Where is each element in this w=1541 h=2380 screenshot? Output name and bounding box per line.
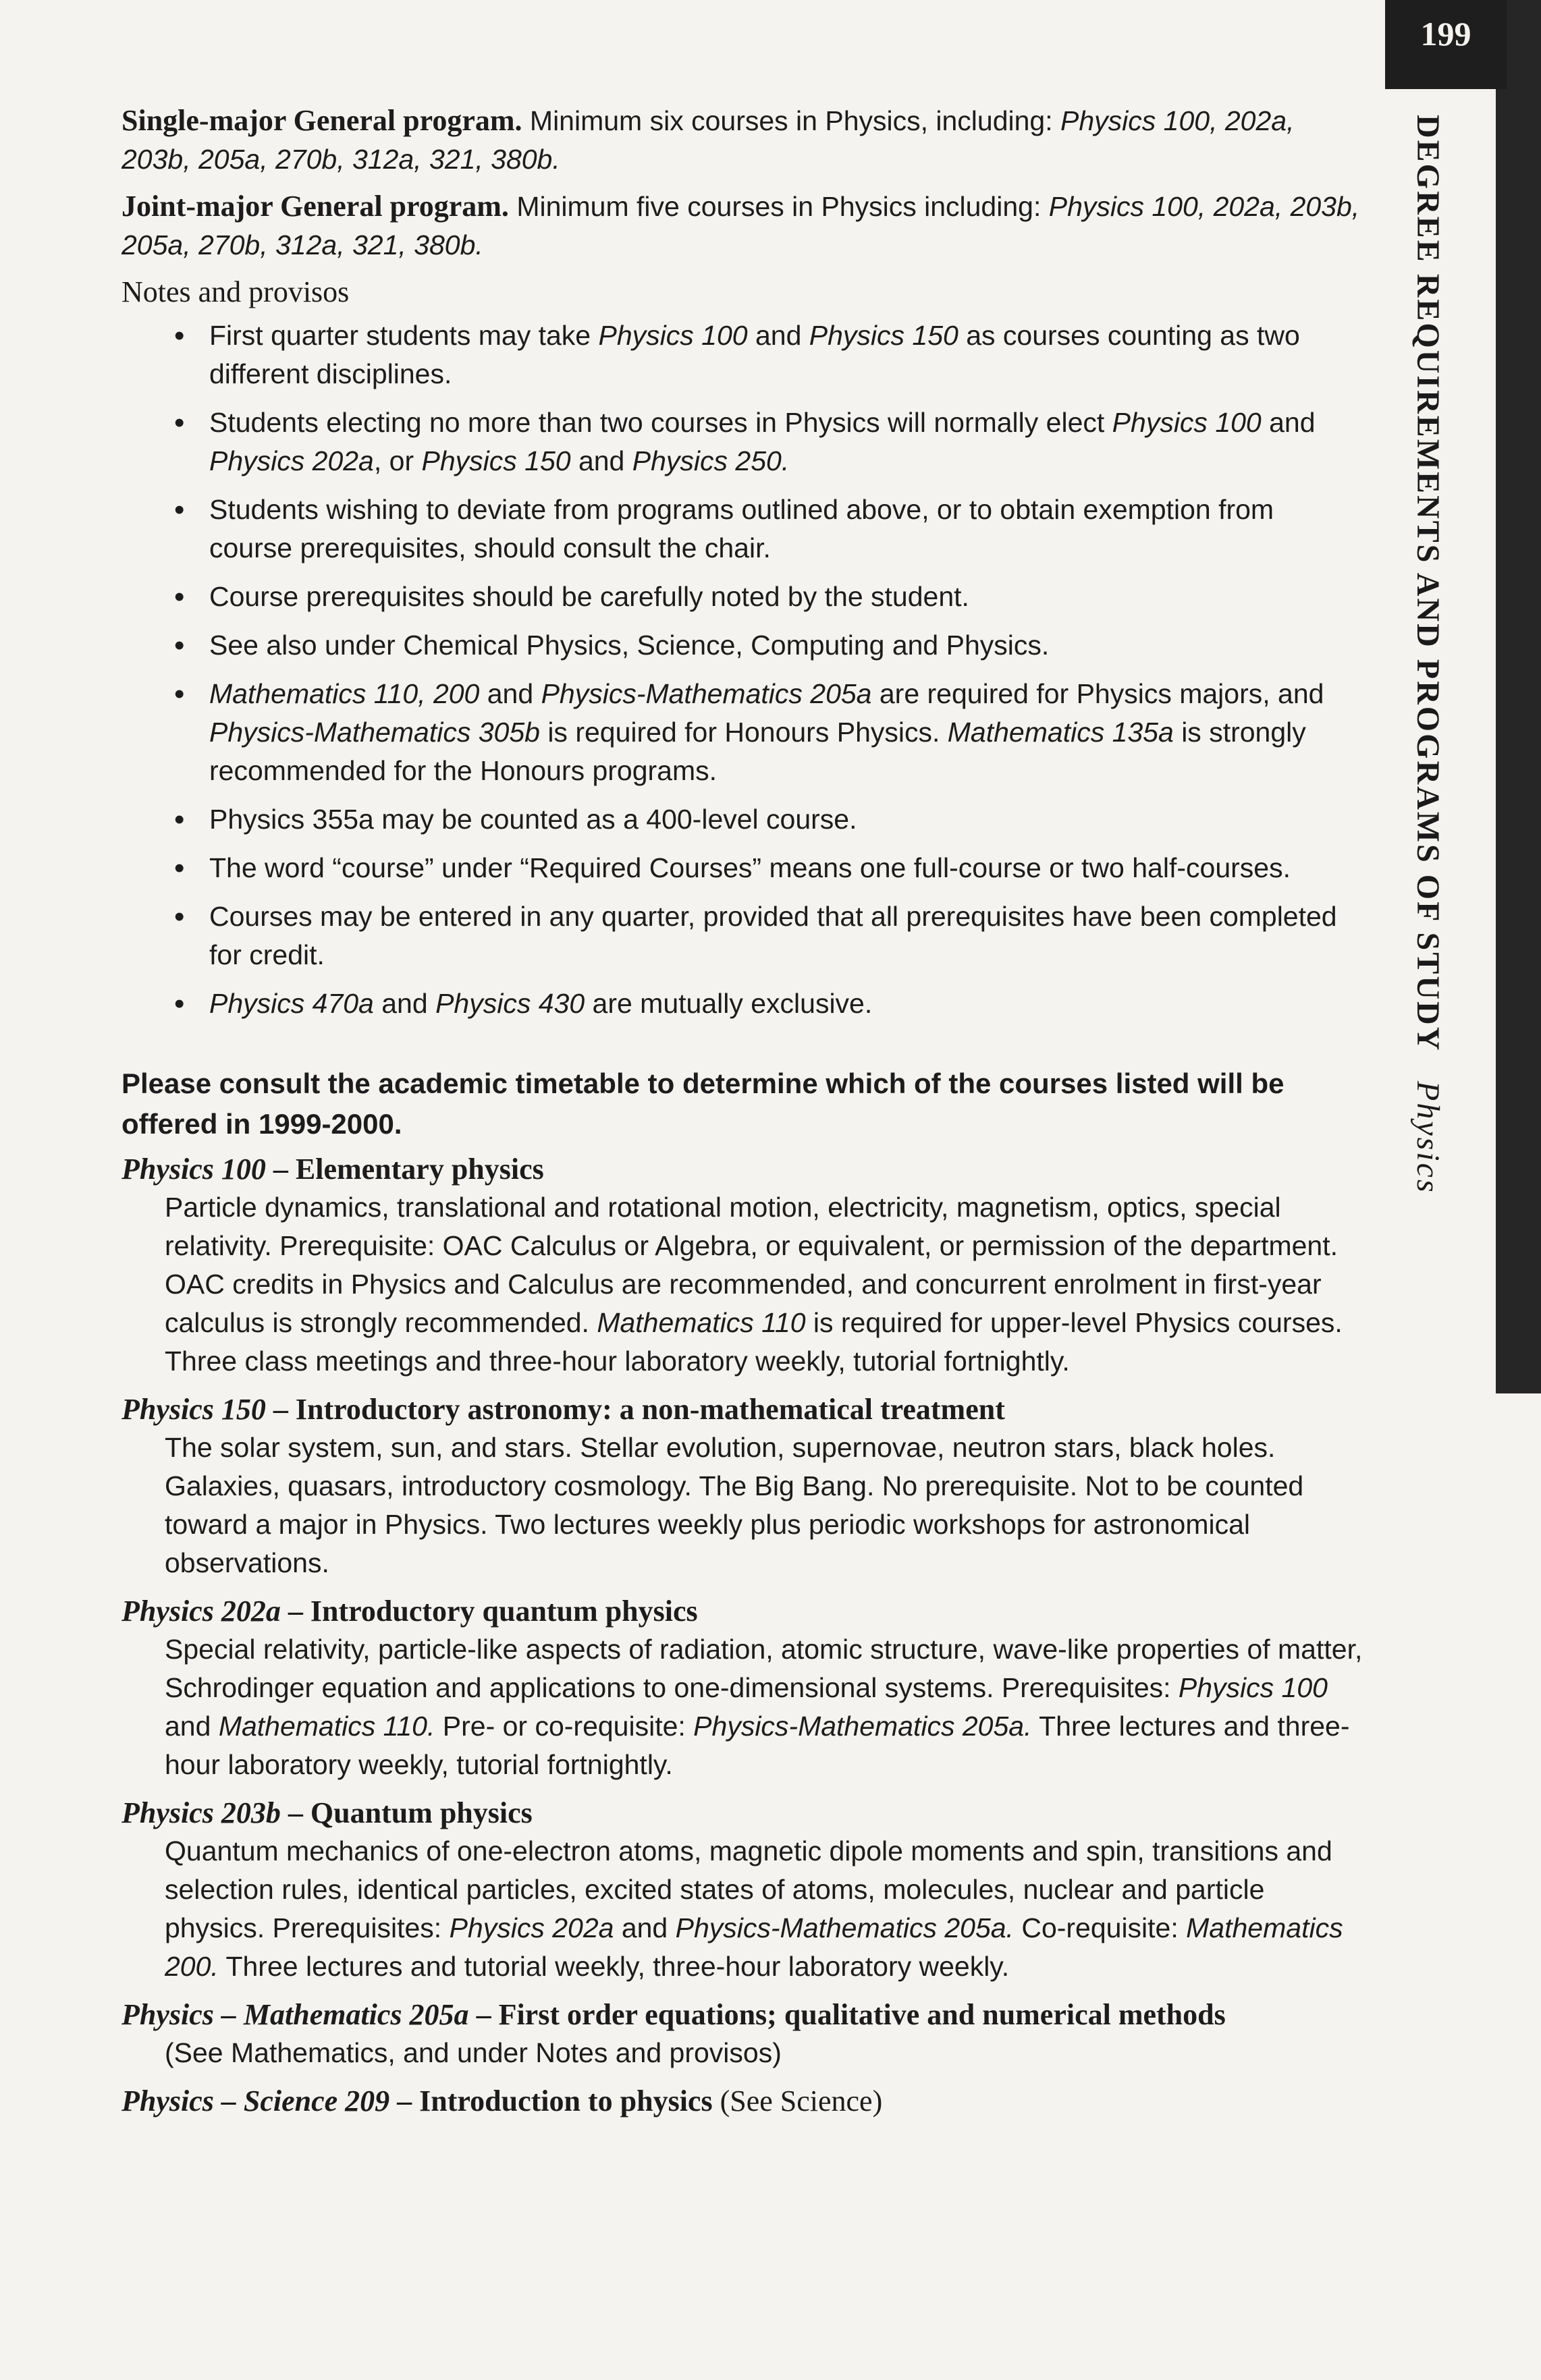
course-name: Introductory astronomy: a non-mathematical treatment — [295, 1393, 1005, 1426]
course-entry — [121, 1794, 1363, 1986]
note-text: are mutually exclusive. — [585, 988, 873, 1019]
course-name: Introduction to physics — [419, 2084, 713, 2118]
course-name: Introductory quantum physics — [310, 1595, 698, 1628]
course-title — [121, 1150, 1363, 1188]
note-text: Physics 100 — [1112, 407, 1262, 438]
course-name: First order equations; qualitative and numerical methods — [498, 1998, 1226, 2031]
course-entry — [121, 2082, 1363, 2120]
course-entry — [121, 1150, 1363, 1381]
program-joint-major — [121, 187, 1363, 265]
note-text: and — [479, 678, 541, 709]
course-cross-reference: (See Science) — [712, 2084, 883, 2118]
course-dash: – — [468, 1998, 499, 2031]
note-text: is strongly recommended for the Honours programs. — [209, 717, 1306, 786]
note-text: and — [747, 320, 809, 351]
course-description — [121, 1832, 1366, 1986]
course-title — [121, 2082, 1363, 2120]
course-name: Quantum physics — [310, 1796, 533, 1829]
note-text: are required for Physics majors, and — [871, 678, 1324, 709]
course-description-text: and — [614, 1912, 676, 1943]
course-title — [121, 1794, 1363, 1832]
note-item — [209, 578, 1357, 616]
note-text: Mathematics 135a — [947, 717, 1174, 748]
note-text: Students electing no more than two courses in Physics will normally elect — [209, 407, 1112, 438]
course-code: Physics 150 — [121, 1393, 266, 1426]
note-item — [209, 626, 1357, 665]
note-text: and — [373, 988, 436, 1019]
note-text: Course prerequisites should be carefully noted by the student. — [209, 581, 969, 612]
course-description-text: Pre- or co-requisite: — [435, 1711, 694, 1742]
course-title — [121, 1995, 1363, 2034]
program-text: Minimum five courses in Physics including: — [516, 191, 1049, 222]
note-item — [209, 675, 1357, 790]
course-description-text: and — [165, 1711, 219, 1742]
note-text: Physics-Mathematics 205a — [541, 678, 872, 709]
course-description — [121, 1429, 1366, 1582]
timetable-notice: Please consult the academic timetable to determine which of the courses listed will be offered in 1999-2000. — [121, 1068, 1285, 1140]
course-dash: – — [280, 1796, 310, 1829]
course-description-text: The solar system, sun, and stars. Stellar evolution, supernovae, neutron stars, black holes. Galaxies, quasars, introductory cosmology. The Big Bang. No prerequisite. Not to be counted toward a major in Physics. Two lectures weekly plus periodic workshops for astronomical observations. — [165, 1432, 1304, 1578]
note-text: Physics 250. — [632, 445, 790, 476]
note-item — [209, 491, 1357, 568]
course-entry — [121, 1592, 1363, 1784]
notes-list — [121, 316, 1363, 1023]
main-content — [121, 101, 1363, 2130]
note-text: Mathematics 110, 200 — [209, 678, 480, 709]
course-description-text: Mathematics 110 — [597, 1307, 806, 1338]
course-description-text: Special relativity, particle-like aspects of radiation, atomic structure, wave-like properties of matter, Schrodinger equation and applications to one-dimensional systems. Prerequisites: — [165, 1634, 1363, 1703]
course-description — [121, 1630, 1366, 1784]
course-code: Physics 202a — [121, 1595, 281, 1628]
course-description — [121, 1188, 1366, 1381]
note-text: is required for Honours Physics. — [539, 717, 948, 748]
note-text: The word “course” under “Required Courses” means one full-course or two half-courses. — [209, 852, 1291, 883]
section-side-title — [1411, 115, 1444, 1194]
course-entry — [121, 1390, 1363, 1582]
note-text: Physics-Mathematics 305b — [209, 717, 540, 748]
course-description-text: Mathematics 200. — [165, 1912, 1343, 1982]
note-item — [209, 897, 1357, 974]
program-label: Single-major General program. — [121, 104, 522, 137]
program-text: Minimum six courses in Physics, including: — [529, 105, 1061, 136]
note-text: Physics 355a may be counted as a 400-level course. — [209, 804, 857, 835]
edge-thumb-tab — [1496, 0, 1541, 1393]
course-description-text: Physics 100 — [1178, 1672, 1328, 1703]
note-text: Physics 202a — [209, 445, 374, 476]
section-title: DEGREE REQUIREMENTS AND PROGRAMS OF STUDY — [1410, 115, 1446, 1053]
course-description-text: Physics-Mathematics 205a. — [675, 1912, 1014, 1943]
course-description-text: Three lectures and tutorial weekly, three-hour laboratory weekly. — [218, 1951, 1010, 1982]
note-text: Students wishing to deviate from programs outlined above, or to obtain exemption from course prerequisites, should consult the chair. — [209, 494, 1274, 563]
note-text: and — [1261, 407, 1316, 438]
note-text: , or — [373, 445, 422, 476]
course-description-text: Physics 202a — [449, 1912, 614, 1943]
course-description-text: Co-requisite: — [1013, 1912, 1187, 1943]
note-text: and — [570, 445, 632, 476]
note-text: as courses counting as two different disciplines. — [209, 320, 1300, 389]
program-courses: Physics 100, 202a, 203b, 205a, 270b, 312a, 321, 380b. — [121, 191, 1360, 260]
program-single-major — [121, 101, 1363, 179]
note-item — [209, 316, 1357, 393]
course-title — [121, 1390, 1363, 1429]
course-description-text: (See Mathematics, and under Notes and provisos) — [165, 2037, 782, 2068]
note-text: Physics 100 — [598, 320, 748, 351]
note-text: First quarter students may take — [209, 320, 599, 351]
note-text: See also under Chemical Physics, Science, Computing and Physics. — [209, 630, 1050, 661]
course-dash: – — [265, 1153, 296, 1186]
course-description-text: Three lectures and three-hour laboratory weekly, tutorial fortnightly. — [165, 1711, 1350, 1780]
course-code: Physics – Science 209 — [121, 2084, 390, 2118]
course-entry — [121, 1995, 1363, 2072]
course-description-text: is required for upper-level Physics courses. Three class meetings and three-hour laboratory weekly, tutorial fortnightly. — [165, 1307, 1343, 1377]
program-label: Joint-major General program. — [121, 190, 509, 223]
course-list — [121, 1150, 1363, 2120]
course-code: Physics 100 — [121, 1153, 266, 1186]
page-number: 199 — [1385, 0, 1507, 89]
note-text: Physics 150 — [421, 445, 571, 476]
course-dash: – — [280, 1595, 310, 1628]
course-code: Physics 203b — [121, 1796, 281, 1829]
note-item — [209, 404, 1357, 480]
section-subtitle: Physics — [1410, 1081, 1446, 1194]
course-title — [121, 1592, 1363, 1630]
course-description-text: Quantum mechanics of one-electron atoms, magnetic dipole moments and spin, transitions and selection rules, identical particles, excited states of atoms, molecules, nuclear and particle physics. Prerequisites: — [165, 1835, 1332, 1943]
note-item — [209, 985, 1357, 1023]
program-courses: Physics 100, 202a, 203b, 205a, 270b, 312a, 321, 380b. — [121, 105, 1295, 175]
course-name: Elementary physics — [295, 1153, 544, 1186]
course-description-text: Physics-Mathematics 205a. — [693, 1711, 1032, 1742]
course-code: Physics – Mathematics 205a — [121, 1998, 469, 2031]
course-dash: – — [265, 1393, 296, 1426]
note-text: Physics 430 — [435, 988, 585, 1019]
notes-heading: Notes and provisos — [121, 275, 350, 308]
note-text: Physics 470a — [209, 988, 374, 1019]
note-item — [209, 849, 1357, 887]
course-description — [121, 2034, 1366, 2072]
course-dash: – — [389, 2084, 420, 2118]
note-item — [209, 800, 1357, 839]
course-description-text: Particle dynamics, translational and rotational motion, electricity, magnetism, optics, special relativity. Prerequisite: OAC Calculus or Algebra, or equivalent, or permission of the department. OAC credits in Physics and Calculus are recommended, and concurrent enrolment in first-year calculus is strongly recommended. — [165, 1192, 1338, 1338]
note-text: Physics 150 — [809, 320, 958, 351]
note-text: Courses may be entered in any quarter, provided that all prerequisites have been completed for credit. — [209, 901, 1337, 970]
course-description-text: Mathematics 110. — [218, 1711, 435, 1742]
